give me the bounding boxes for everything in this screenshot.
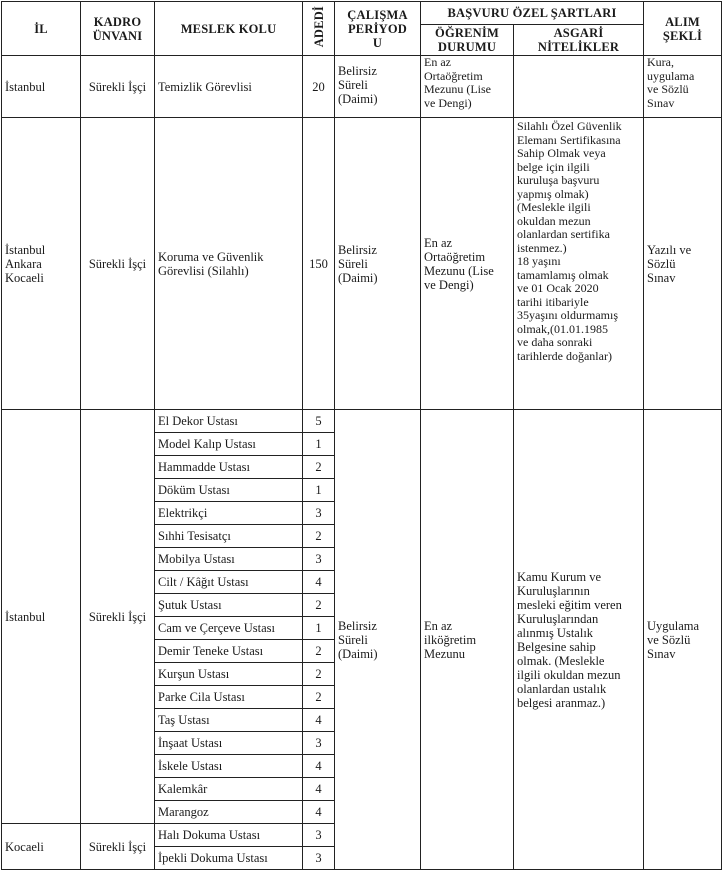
cell-adedi: 2 xyxy=(303,525,335,548)
table-row xyxy=(2,410,722,433)
header-adedi xyxy=(303,2,335,56)
cell-adedi: 4 xyxy=(303,778,335,801)
cell-meslek: El Dekor Ustası xyxy=(155,410,303,433)
header-meslek-kolu: MESLEK KOLU xyxy=(155,2,303,56)
cell-adedi: 2 xyxy=(303,663,335,686)
cell-adedi: 4 xyxy=(303,709,335,732)
cell-meslek: Sıhhi Tesisatçı xyxy=(155,525,303,548)
cell-meslek: Cilt / Kâğıt Ustası xyxy=(155,571,303,594)
cell-kadro: Sürekli İşçi xyxy=(81,410,155,824)
cell-meslek: Halı Dokuma Ustası xyxy=(155,824,303,847)
cell-adedi: 1 xyxy=(303,433,335,456)
cell-adedi: 2 xyxy=(303,640,335,663)
cell-il: Kocaeli xyxy=(2,824,81,870)
cell-meslek: Hammadde Ustası xyxy=(155,456,303,479)
cell-adedi: 150 xyxy=(303,118,335,410)
cell-meslek: Şutuk Ustası xyxy=(155,594,303,617)
cell-adedi: 3 xyxy=(303,847,335,870)
cell-meslek: Temizlik Görevlisi xyxy=(155,56,303,118)
cell-alim: Yazılı ve Sözlü Sınav xyxy=(644,118,722,410)
header-calisma-periyodu: ÇALIŞMA PERİYOD U xyxy=(335,2,421,56)
header-il: İL xyxy=(2,2,81,56)
cell-alim: Kura, uygulama ve Sözlü Sınav xyxy=(644,56,722,118)
cell-adedi: 3 xyxy=(303,732,335,755)
cell-adedi: 5 xyxy=(303,410,335,433)
cell-il: İstanbul Ankara Kocaeli xyxy=(2,118,81,410)
cell-adedi: 3 xyxy=(303,824,335,847)
header-row-top xyxy=(2,2,722,25)
cell-calisma: Belirsiz Süreli (Daimi) xyxy=(335,56,421,118)
cell-meslek: Marangoz xyxy=(155,801,303,824)
table-row xyxy=(2,118,722,410)
cell-adedi: 1 xyxy=(303,617,335,640)
cell-adedi: 2 xyxy=(303,686,335,709)
header-kadro-unvani: KADRO ÜNVANI xyxy=(81,2,155,56)
cell-meslek: İnşaat Ustası xyxy=(155,732,303,755)
cell-adedi: 4 xyxy=(303,571,335,594)
cell-kadro: Sürekli İşçi xyxy=(81,56,155,118)
cell-meslek: Taş Ustası xyxy=(155,709,303,732)
cell-meslek: Parke Cila Ustası xyxy=(155,686,303,709)
cell-adedi: 20 xyxy=(303,56,335,118)
cell-adedi: 1 xyxy=(303,479,335,502)
cell-meslek: Koruma ve Güvenlik Görevlisi (Silahlı) xyxy=(155,118,303,410)
cell-adedi: 3 xyxy=(303,548,335,571)
cell-alim: Uygulama ve Sözlü Sınav xyxy=(644,410,722,870)
cell-meslek: Döküm Ustası xyxy=(155,479,303,502)
cell-meslek: Kurşun Ustası xyxy=(155,663,303,686)
cell-meslek: Elektrikçi xyxy=(155,502,303,525)
cell-calisma: Belirsiz Süreli (Daimi) xyxy=(335,410,421,870)
cell-il: İstanbul xyxy=(2,56,81,118)
cell-adedi: 2 xyxy=(303,594,335,617)
cell-kadro: Sürekli İşçi xyxy=(81,824,155,870)
cell-adedi: 2 xyxy=(303,456,335,479)
cell-kadro: Sürekli İşçi xyxy=(81,118,155,410)
cell-meslek: Model Kalıp Ustası xyxy=(155,433,303,456)
header-adedi-text: ADEDİ xyxy=(311,6,326,48)
cell-ogrenim: En az Ortaöğretim Mezunu (Lise ve Dengi) xyxy=(421,56,514,118)
header-basvuru-ozel-sartlari: BAŞVURU ÖZEL ŞARTLARI xyxy=(421,2,644,25)
cell-asgari: Kamu Kurum ve Kuruluşlarının mesleki eğitim veren Kuruluşlarından alınmış Ustalık Belgesine sahip olmak. (Meslekle ilgili okuldan mezun olanlardan ustalık belgesi aranmaz.) xyxy=(514,410,644,870)
recruitment-table xyxy=(1,1,722,870)
cell-asgari xyxy=(514,56,644,118)
header-asgari-nitelikler: ASGARİ NİTELİKLER xyxy=(514,25,644,56)
cell-adedi: 3 xyxy=(303,502,335,525)
cell-meslek: İpekli Dokuma Ustası xyxy=(155,847,303,870)
cell-meslek: İskele Ustası xyxy=(155,755,303,778)
cell-il: İstanbul xyxy=(2,410,81,824)
cell-meslek: Demir Teneke Ustası xyxy=(155,640,303,663)
cell-meslek: Kalemkâr xyxy=(155,778,303,801)
cell-asgari: Silahlı Özel Güvenlik Elemanı Sertifikasına Sahip Olmak veya belge için ilgili kuruluşa başvuru yapmış olmak) (Meslekle ilgili okuldan mezun olanlardan sertifika istenmez.) 18 yaşını tamamlamış olmak ve 01 Ocak 2020 tarihi itibariyle 35yaşını oldurmamış olmak,(01.01.1985 ve daha sonraki tarihlerde doğanlar) xyxy=(514,118,644,410)
cell-ogrenim: En az ilköğretim Mezunu xyxy=(421,410,514,870)
cell-adedi: 4 xyxy=(303,755,335,778)
cell-ogrenim: En az Ortaöğretim Mezunu (Lise ve Dengi) xyxy=(421,118,514,410)
header-ogrenim-durumu: ÖĞRENİM DURUMU xyxy=(421,25,514,56)
table-row xyxy=(2,56,722,118)
cell-adedi: 4 xyxy=(303,801,335,824)
cell-meslek: Cam ve Çerçeve Ustası xyxy=(155,617,303,640)
cell-meslek: Mobilya Ustası xyxy=(155,548,303,571)
header-alim-sekli: ALIM ŞEKLİ xyxy=(644,2,722,56)
cell-calisma: Belirsiz Süreli (Daimi) xyxy=(335,118,421,410)
